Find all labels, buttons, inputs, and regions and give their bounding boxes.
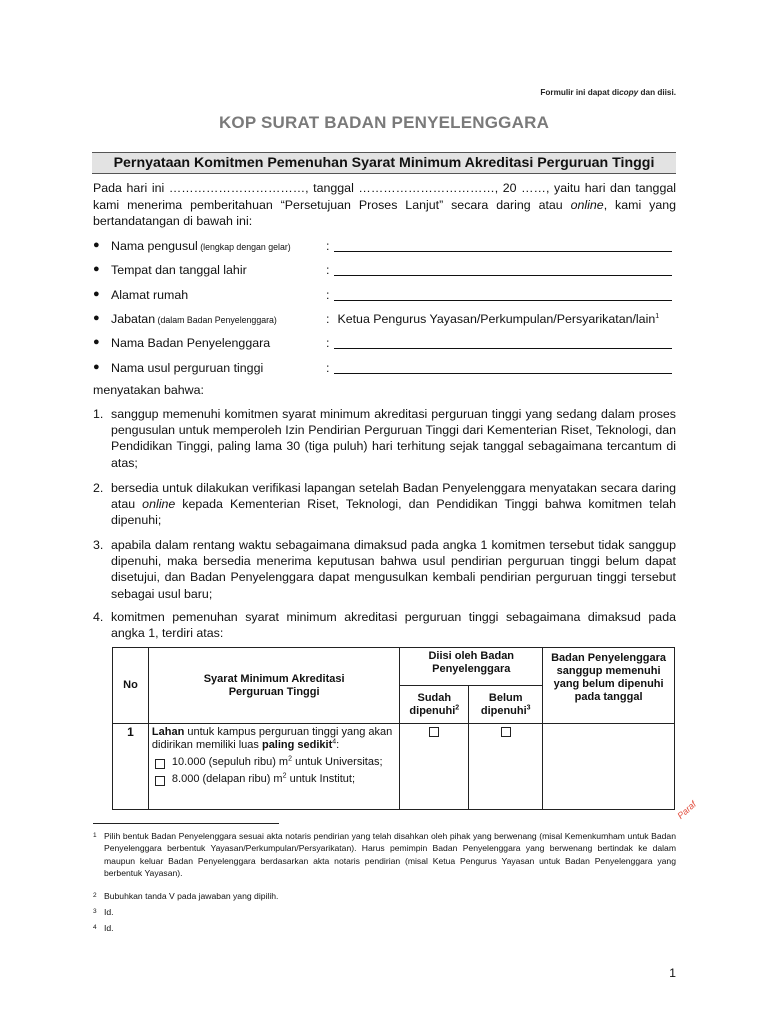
field-nama-usul-pt: ● Nama usul perguruan tinggi : (93, 361, 676, 378)
bullet: ● (93, 312, 100, 324)
footnote: 2 Bubuhkan tanda V pada jawaban yang dipilih. (93, 891, 279, 901)
statement-lead: menyatakan bahwa: (93, 383, 204, 397)
list-item: 4. komitmen pemenuhan syarat minimum akreditasi perguruan tinggi sebagaimana dimaksud pada angka 1, terdiri atas: (93, 610, 676, 641)
intro-paragraph: Pada hari ini ……………………………, tanggal ……………………………, 20 ……, yaitu hari dan tanggal kami menerima pemberitahuan “Persetujuan Proses Lanjut” secara daring atau online, kami yang bertandatangan di bawah ini: (93, 181, 676, 228)
footnote: 1 Pilih bentuk Badan Penyelenggara sesuai akta notaris pendirian yang telah disahkan oleh pihak yang berwenang (misal Kemenkumham untuk Badan Penyelenggara berbentuk Yayasan/Perkumpulan/Persyarikatan). Harus pemimpin Badan Penyelenggara yang berwenang bertindak ke dalam maupun keluar Badan Penyelenggara berdasarkan akta notaris pendirian (misal Ketua Pengurus Yayasan untuk Badan Penyelenggara yang berbentuk Yayasan). (93, 831, 676, 879)
bullet: ● (93, 263, 100, 275)
header-diisi: Diisi oleh Badan Penyelenggara (400, 648, 543, 686)
table-row (113, 724, 675, 810)
header-belum: Belum dipenuhi$^3$ (469, 686, 543, 724)
checkbox-belum[interactable] (501, 727, 511, 737)
header-syarat: Syarat Minimum Akreditasi Perguruan Tinggi (148, 648, 399, 724)
footnote-divider (93, 823, 279, 824)
alamat-rumah-input[interactable] (334, 300, 672, 301)
field-jabatan: ● Jabatan (dalam Badan Penyelenggara) : Ketua Pengurus Yayasan/Perkumpulan/Persyarikatan/lain$^1$ (93, 312, 660, 326)
letterhead-placeholder: KOP SURAT BADAN PENYELENGGARA (218, 113, 550, 132)
bullet: ● (93, 288, 100, 300)
page-number: 1 (669, 966, 676, 980)
list-item: 3. apabila dalam rentang waktu sebagaimana dimaksud pada angka 1 komitmen tersebut tidak sanggup dipenuhi, maka bersedia menerima keputusan bahwa usul pendirian perguruan tinggi belum dapat disetujui, dan Badan Penyelenggara dapat mengusulkan kembali pendirian perguruan tinggi tersebut sebagai usul baru; (93, 538, 676, 601)
list-item: 2. bersedia untuk dilakukan verifikasi lapangan setelah Badan Penyelenggara menyatakan secara daring atau online kepada Kementerian Riset, Teknologi, dan Pendidikan Tinggi bahwa komitmen telah dipenuhi; (93, 481, 676, 528)
field-nama-badan-penyelenggara: ● Nama Badan Penyelenggara : (93, 336, 676, 353)
checkbox-universitas[interactable] (155, 759, 165, 769)
field-nama-pengusul: ● Nama pengusul (lengkap dengan gelar) : (93, 239, 676, 256)
header-tanggal: Badan Penyelenggara sanggup memenuhi yang belum dipenuhi pada tanggal (543, 648, 675, 724)
paraf-stamp: Paraf (675, 799, 699, 821)
tempat-tanggal-lahir-input[interactable] (334, 275, 672, 276)
header-no: No (113, 648, 149, 724)
page-title: Pernyataan Komitmen Pemenuhan Syarat Minimum Akreditasi Perguruan Tinggi (92, 152, 676, 174)
nama-usul-pt-input[interactable] (334, 373, 672, 374)
checkbox-institut[interactable] (155, 776, 165, 786)
option-institut[interactable]: 8.000 (delapan ribu) $m^2$ untuk Institut; (152, 773, 396, 786)
jabatan-value[interactable]: Ketua Pengurus Yayasan/Perkumpulan/Persyarikatan/lain$^1$ (337, 312, 660, 326)
list-item: 1. sanggup memenuhi komitmen syarat minimum akreditasi perguruan tinggi yang sedang dalam proses pengusulan untuk memperoleh Izin Pendirian Perguruan Tinggi dari Kementerian Riset, Teknologi, dan Pendidikan Tinggi, paling lama 30 (tiga puluh) hari terhitung sejak tanggal sebagaimana tercantum di atas; (93, 407, 676, 470)
field-alamat-rumah: ● Alamat rumah : (93, 288, 676, 305)
row-requirement: Lahan untuk kampus perguruan tinggi yang akan didirikan memiliki luas paling sedikit$^4$: 10.000 (sepuluh ribu) $m^2$ untuk Universitas; 8.000 (delapan ribu) $m^2$ untuk Institut; (148, 724, 399, 810)
nama-badan-input[interactable] (334, 348, 672, 349)
tanggal-cell[interactable] (543, 724, 675, 810)
option-universitas[interactable]: 10.000 (sepuluh ribu) $m^2$ untuk Universitas; (152, 756, 396, 769)
footnote: 3 Id. (93, 907, 114, 917)
bullet: ● (93, 336, 100, 348)
bullet: ● (93, 239, 100, 251)
footnote: 4 Id. (93, 923, 114, 933)
nama-pengusul-input[interactable] (334, 251, 672, 252)
sudah-cell[interactable] (400, 724, 469, 810)
checkbox-sudah[interactable] (429, 727, 439, 737)
belum-cell[interactable] (469, 724, 543, 810)
requirements-table (112, 647, 675, 810)
header-sudah: Sudah dipenuhi$^2$ (400, 686, 469, 724)
form-note: Formulir ini dapat dicopy dan diisi. (540, 88, 676, 97)
field-tempat-tanggal-lahir: ● Tempat dan tanggal lahir : (93, 263, 676, 280)
row-number: 1 (113, 724, 149, 810)
bullet: ● (93, 361, 100, 373)
